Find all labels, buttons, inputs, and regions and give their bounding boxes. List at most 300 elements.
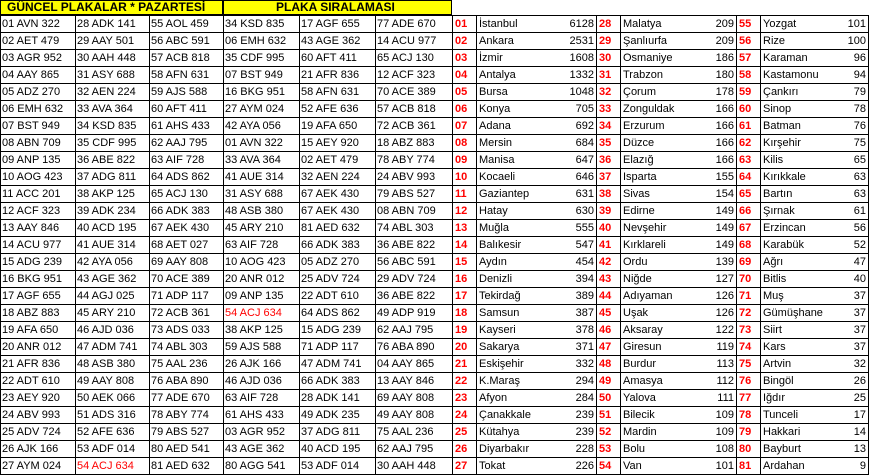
plate-cell: 61 AHS 433 (150, 118, 228, 135)
plate-cell: 47 ADM 741 (300, 356, 379, 373)
ranking-row (597, 322, 737, 339)
ranking-row (597, 373, 737, 390)
ranking-row (453, 33, 597, 50)
plate-count: 149 (695, 203, 737, 220)
rank-number: 26 (453, 441, 477, 458)
plate-cell: 16 BKG 951 (224, 84, 303, 101)
plate-count: 126 (695, 288, 737, 305)
plate-cell: 41 AUE 314 (224, 169, 303, 186)
plate-cell: 35 CDF 995 (224, 50, 303, 67)
plate-count: 101 (695, 458, 737, 475)
city-name: Erzurum (621, 118, 695, 135)
ranking-row (597, 407, 737, 424)
table-row (76, 237, 153, 254)
plate-count: 166 (695, 152, 737, 169)
plate-cell: 46 AJD 036 (224, 373, 303, 390)
plate-cell: 52 AFE 636 (300, 101, 379, 118)
table-row (1, 271, 79, 288)
ranking-row (453, 288, 597, 305)
table-row (300, 458, 379, 475)
rank-number: 04 (453, 67, 477, 84)
rank-number: 36 (597, 152, 621, 169)
rank-number: 39 (597, 203, 621, 220)
plate-count: 52 (831, 237, 869, 254)
plate-cell: 27 AYM 024 (1, 458, 79, 475)
table-row (224, 203, 303, 220)
table-row (76, 373, 153, 390)
rank-number: 77 (737, 390, 761, 407)
table-row (224, 356, 303, 373)
table-row (1, 390, 79, 407)
ranking-row (453, 237, 597, 254)
rank-number: 81 (737, 458, 761, 475)
city-name: Yozgat (761, 16, 831, 33)
city-name: Kars (761, 339, 831, 356)
plate-cell: 04 AAY 865 (1, 67, 79, 84)
plate-count: 61 (831, 203, 869, 220)
plate-cell: 14 ACU 977 (376, 33, 456, 50)
city-name: Ordu (621, 254, 695, 271)
plate-cell: 28 ADK 141 (76, 16, 153, 33)
plate-cell: 32 AEN 224 (76, 84, 153, 101)
plate-cell: 72 ACB 361 (150, 305, 228, 322)
table-row (150, 356, 228, 373)
ranking-row (453, 67, 597, 84)
plate-cell: 72 ACB 361 (376, 118, 456, 135)
ranking-row (453, 169, 597, 186)
table-row (76, 169, 153, 186)
table-row (224, 16, 303, 33)
plate-cell: 11 ACC 201 (1, 186, 79, 203)
plate-count: 647 (553, 152, 597, 169)
table-row (300, 135, 379, 152)
table-row (76, 33, 153, 50)
plate-cell: 66 ADK 383 (150, 203, 228, 220)
plate-cell: 16 BKG 951 (1, 271, 79, 288)
city-name: Karaman (761, 50, 831, 67)
plate-cell: 30 AAH 448 (376, 458, 456, 475)
city-name: Bolu (621, 441, 695, 458)
table-row (300, 254, 379, 271)
table-row (224, 458, 303, 475)
rank-number: 46 (597, 322, 621, 339)
plate-cell: 69 AAY 808 (150, 254, 228, 271)
table-row (224, 33, 303, 50)
ranking-row (737, 271, 869, 288)
table-row (376, 220, 456, 237)
plate-cell: 19 AFA 650 (300, 118, 379, 135)
plate-cell: 63 AIF 728 (224, 237, 303, 254)
ranking-row (737, 152, 869, 169)
table-row (150, 84, 228, 101)
table-row (300, 203, 379, 220)
ranking-column (452, 15, 597, 475)
table-row (150, 50, 228, 67)
rank-number: 07 (453, 118, 477, 135)
ranking-row (597, 84, 737, 101)
table-row (1, 33, 79, 50)
table-row (150, 101, 228, 118)
rank-number: 73 (737, 322, 761, 339)
ranking-row (737, 424, 869, 441)
plate-count: 294 (553, 373, 597, 390)
city-name: Van (621, 458, 695, 475)
table-row (224, 84, 303, 101)
city-name: Muş (761, 288, 831, 305)
plate-cell: 27 AYM 024 (224, 101, 303, 118)
ranking-row (453, 271, 597, 288)
plate-count: 37 (831, 339, 869, 356)
table-row (376, 135, 456, 152)
rank-number: 80 (737, 441, 761, 458)
plate-cell: 80 AGG 541 (224, 458, 303, 475)
plate-cell: 14 ACU 977 (1, 237, 79, 254)
rank-number: 31 (597, 67, 621, 84)
table-row (150, 441, 228, 458)
ranking-column (736, 15, 869, 475)
plate-cell: 12 ACF 323 (376, 67, 456, 84)
plate-count: 646 (553, 169, 597, 186)
table-row (224, 441, 303, 458)
plate-cell: 71 ADP 117 (150, 288, 228, 305)
plate-cell: 17 AGF 655 (1, 288, 79, 305)
plate-cell: 42 AYA 056 (76, 254, 153, 271)
plate-count: 1048 (553, 84, 597, 101)
ranking-row (737, 339, 869, 356)
ranking-row (597, 67, 737, 84)
plate-cell: 53 ADF 014 (300, 458, 379, 475)
city-name: Konya (477, 101, 553, 118)
rank-number: 78 (737, 407, 761, 424)
table-row (376, 356, 456, 373)
ranking-row (597, 135, 737, 152)
table-row (300, 118, 379, 135)
rank-number: 41 (597, 237, 621, 254)
plate-cell: 45 ARY 210 (76, 305, 153, 322)
ranking-row (453, 135, 597, 152)
table-row (150, 118, 228, 135)
ranking-row (453, 305, 597, 322)
left-header (0, 0, 223, 15)
plate-cell: 48 ASB 380 (224, 203, 303, 220)
table-row (300, 237, 379, 254)
plate-cell: 20 ANR 012 (224, 271, 303, 288)
table-row (150, 203, 228, 220)
rank-number: 23 (453, 390, 477, 407)
ranking-row (597, 458, 737, 475)
plate-cell: 38 AKP 125 (224, 322, 303, 339)
table-row (300, 67, 379, 84)
table-row (224, 407, 303, 424)
plate-cell: 75 AAL 236 (150, 356, 228, 373)
table-row (224, 152, 303, 169)
plate-count: 631 (553, 186, 597, 203)
table-row (300, 152, 379, 169)
city-name: Iğdır (761, 390, 831, 407)
plate-cell: 79 ABS 527 (376, 186, 456, 203)
table-row (1, 220, 79, 237)
plate-cell: 57 ACB 818 (376, 101, 456, 118)
table-row (76, 50, 153, 67)
plate-count: 25 (831, 390, 869, 407)
rank-number: 14 (453, 237, 477, 254)
rank-number: 49 (597, 373, 621, 390)
plate-cell: 36 ABE 822 (76, 152, 153, 169)
table-row (1, 118, 79, 135)
plate-cell: 38 AKP 125 (76, 186, 153, 203)
table-row (76, 84, 153, 101)
table-row (300, 50, 379, 67)
table-row (150, 305, 228, 322)
table-row (150, 373, 228, 390)
plate-count: 47 (831, 254, 869, 271)
ranking-row (453, 203, 597, 220)
plate-cell: 65 ACJ 130 (150, 186, 228, 203)
plate-cell: 24 ABV 993 (376, 169, 456, 186)
ranking-row (737, 220, 869, 237)
plate-count: 630 (553, 203, 597, 220)
plate-column (299, 15, 379, 475)
plate-cell: 25 ADV 724 (300, 271, 379, 288)
ranking-row (737, 254, 869, 271)
ranking-row (737, 135, 869, 152)
rank-number: 10 (453, 169, 477, 186)
table-row (376, 322, 456, 339)
plate-cell: 03 AGR 952 (224, 424, 303, 441)
plate-cell: 07 BST 949 (1, 118, 79, 135)
city-name: Kayseri (477, 322, 553, 339)
table-row (224, 305, 303, 322)
plate-cell: 51 ADS 316 (76, 407, 153, 424)
ranking-row (597, 305, 737, 322)
city-name: İstanbul (477, 16, 553, 33)
plate-column (75, 15, 153, 475)
plate-cell: 36 ABE 822 (376, 288, 456, 305)
city-name: Kırıkkale (761, 169, 831, 186)
table-row (376, 67, 456, 84)
rank-number: 51 (597, 407, 621, 424)
city-name: Kırklareli (621, 237, 695, 254)
plate-cell: 76 ABA 890 (376, 339, 456, 356)
table-row (76, 16, 153, 33)
rank-number: 65 (737, 186, 761, 203)
ranking-row (453, 16, 597, 33)
table-row (376, 424, 456, 441)
plate-cell: 02 AET 479 (300, 152, 379, 169)
plate-count: 684 (553, 135, 597, 152)
plate-cell: 73 ADS 033 (150, 322, 228, 339)
ranking-row (453, 390, 597, 407)
rank-number: 58 (737, 67, 761, 84)
rank-number: 59 (737, 84, 761, 101)
rank-number: 52 (597, 424, 621, 441)
plate-cell: 34 KSD 835 (76, 118, 153, 135)
plate-cell: 56 ABC 591 (376, 254, 456, 271)
rank-number: 70 (737, 271, 761, 288)
rank-number: 44 (597, 288, 621, 305)
table-row (1, 254, 79, 271)
plate-count: 13 (831, 441, 869, 458)
city-name: Antalya (477, 67, 553, 84)
ranking-row (453, 424, 597, 441)
rank-number: 32 (597, 84, 621, 101)
plate-count: 108 (695, 441, 737, 458)
rank-number: 06 (453, 101, 477, 118)
plate-count: 63 (831, 186, 869, 203)
plate-cell: 36 ABE 822 (376, 237, 456, 254)
table-row (1, 322, 79, 339)
plate-cell: 31 ASY 688 (76, 67, 153, 84)
plate-cell: 45 ARY 210 (224, 220, 303, 237)
city-name: K.Maraş (477, 373, 553, 390)
table-row (300, 271, 379, 288)
plate-count: 56 (831, 220, 869, 237)
plate-cell: 08 ABN 709 (1, 135, 79, 152)
rank-number: 08 (453, 135, 477, 152)
table-row (76, 203, 153, 220)
city-name: Şırnak (761, 203, 831, 220)
plate-cell: 32 AEN 224 (300, 169, 379, 186)
table-row (76, 254, 153, 271)
table-row (76, 186, 153, 203)
rank-number: 13 (453, 220, 477, 237)
rank-number: 67 (737, 220, 761, 237)
city-name: Sinop (761, 101, 831, 118)
plate-cell: 26 AJK 166 (224, 356, 303, 373)
plate-column (223, 15, 303, 475)
plate-count: 180 (695, 67, 737, 84)
plate-cell: 41 AUE 314 (76, 237, 153, 254)
plate-count: 209 (695, 16, 737, 33)
rank-number: 71 (737, 288, 761, 305)
rank-number: 76 (737, 373, 761, 390)
ranking-row (453, 254, 597, 271)
plate-cell: 60 AFT 411 (300, 50, 379, 67)
city-name: Gümüşhane (761, 305, 831, 322)
rank-number: 56 (737, 33, 761, 50)
plate-cell: 20 ANR 012 (1, 339, 79, 356)
table-row (1, 50, 79, 67)
ranking-row (597, 288, 737, 305)
plate-cell: 04 AAY 865 (376, 356, 456, 373)
table-row (150, 288, 228, 305)
plate-count: 149 (695, 237, 737, 254)
plate-cell: 30 AAH 448 (76, 50, 153, 67)
rank-number: 64 (737, 169, 761, 186)
ranking-row (737, 101, 869, 118)
rank-number: 01 (453, 16, 477, 33)
table-row (1, 356, 79, 373)
plate-count: 26 (831, 373, 869, 390)
plate-cell: 19 AFA 650 (1, 322, 79, 339)
city-name: Mersin (477, 135, 553, 152)
plate-cell: 62 AAJ 795 (376, 322, 456, 339)
ranking-row (597, 424, 737, 441)
ranking-row (453, 101, 597, 118)
rank-number: 72 (737, 305, 761, 322)
table-row (376, 152, 456, 169)
rank-number: 63 (737, 152, 761, 169)
table-row (76, 288, 153, 305)
plate-count: 109 (695, 407, 737, 424)
plate-count: 149 (695, 220, 737, 237)
plate-cell: 15 ADG 239 (300, 322, 379, 339)
ranking-row (453, 220, 597, 237)
rank-number: 38 (597, 186, 621, 203)
table-row (224, 220, 303, 237)
plate-count: 166 (695, 101, 737, 118)
city-name: Giresun (621, 339, 695, 356)
city-name: Batman (761, 118, 831, 135)
rank-number: 17 (453, 288, 477, 305)
table-row (224, 50, 303, 67)
plate-cell: 58 AFN 631 (150, 67, 228, 84)
rank-number: 61 (737, 118, 761, 135)
right-header (223, 0, 452, 15)
table-row (150, 220, 228, 237)
table-row (376, 288, 456, 305)
plate-cell: 37 ADG 811 (300, 424, 379, 441)
city-name: Çankırı (761, 84, 831, 101)
plate-count: 394 (553, 271, 597, 288)
plate-cell: 69 AAY 808 (376, 390, 456, 407)
plate-cell: 44 AGJ 025 (76, 288, 153, 305)
city-name: Aydın (477, 254, 553, 271)
plate-cell: 67 AEK 430 (150, 220, 228, 237)
plate-cell: 48 ASB 380 (76, 356, 153, 373)
plate-count: 79 (831, 84, 869, 101)
rank-number: 75 (737, 356, 761, 373)
rank-number: 05 (453, 84, 477, 101)
plate-count: 63 (831, 169, 869, 186)
plate-cell: 65 ACJ 130 (376, 50, 456, 67)
plate-cell: 49 AAY 808 (376, 407, 456, 424)
table-row (76, 322, 153, 339)
city-name: Aksaray (621, 322, 695, 339)
rank-number: 50 (597, 390, 621, 407)
table-row (300, 424, 379, 441)
rank-number: 25 (453, 424, 477, 441)
plate-cell: 49 ADK 235 (300, 407, 379, 424)
table-row (300, 169, 379, 186)
table-row (1, 84, 79, 101)
plate-cell: 47 ADM 741 (76, 339, 153, 356)
plate-count: 692 (553, 118, 597, 135)
table-row (1, 305, 79, 322)
plate-cell: 54 ACJ 634 (224, 305, 303, 322)
city-name: Amasya (621, 373, 695, 390)
city-name: Adana (477, 118, 553, 135)
plate-count: 119 (695, 339, 737, 356)
table-row (376, 305, 456, 322)
city-name: Zonguldak (621, 101, 695, 118)
table-row (300, 16, 379, 33)
city-name: Karabük (761, 237, 831, 254)
ranking-row (737, 118, 869, 135)
ranking-row (597, 220, 737, 237)
table-row (76, 339, 153, 356)
plate-cell: 66 ADK 383 (300, 237, 379, 254)
plate-count: 239 (553, 407, 597, 424)
plate-count: 100 (831, 33, 869, 50)
plate-cell: 80 AED 541 (150, 441, 228, 458)
table-row (376, 271, 456, 288)
plate-cell: 68 AET 027 (150, 237, 228, 254)
plate-cell: 10 AOG 423 (1, 169, 79, 186)
plate-count: 65 (831, 152, 869, 169)
plate-cell: 12 ACF 323 (1, 203, 79, 220)
plate-cell: 76 ABA 890 (150, 373, 228, 390)
